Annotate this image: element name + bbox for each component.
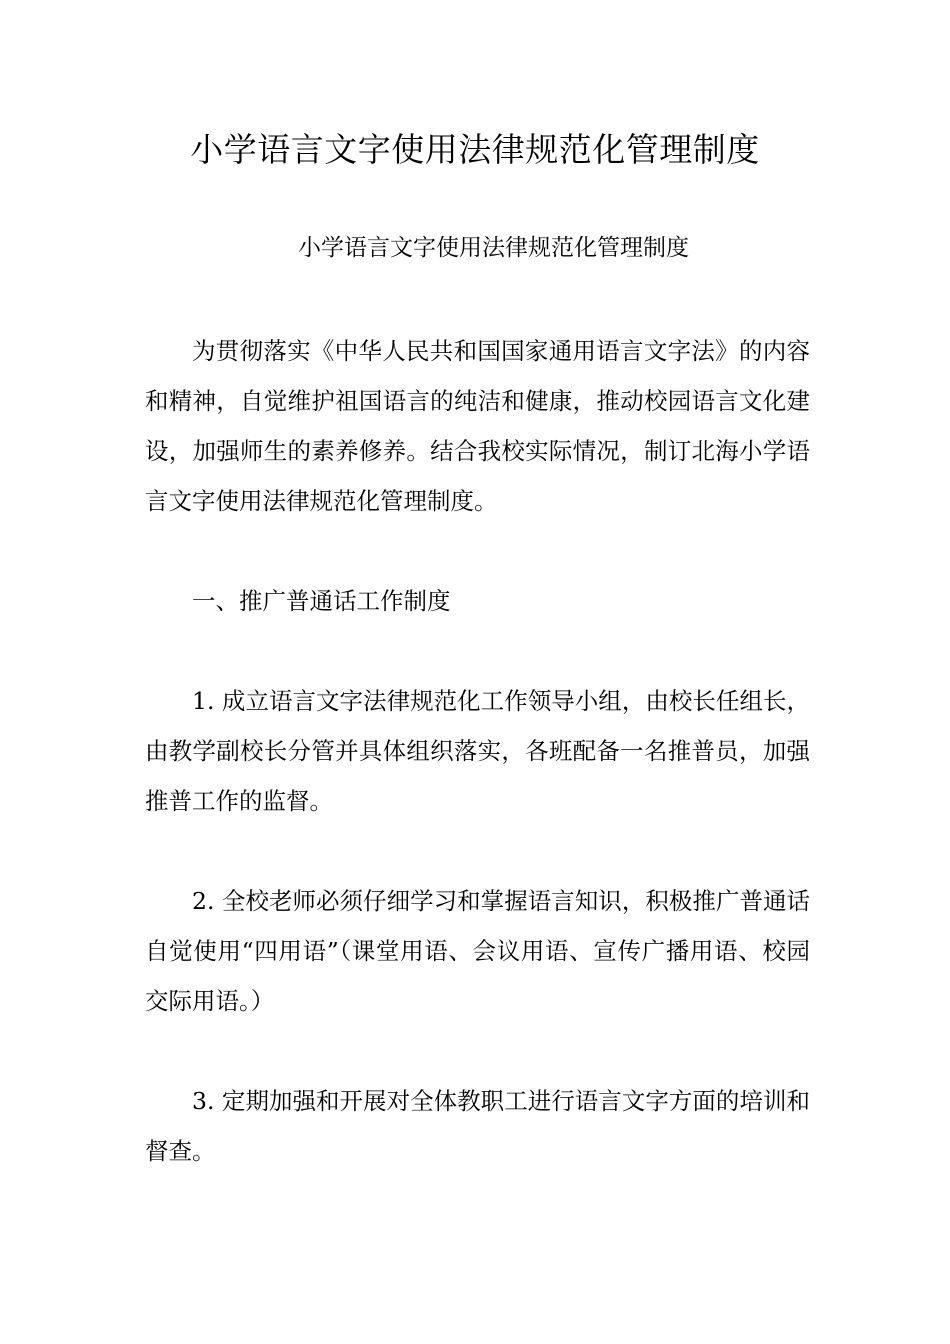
document-subtitle: 小学语言文字使用法律规范化管理制度 <box>298 235 689 261</box>
document-title: 小学语言文字使用法律规范化管理制度 <box>190 130 760 169</box>
list-item-3: 3. 定期加强和开展对全体教职工进行语言文字方面的培训和督查。 <box>145 1087 810 1165</box>
intro-paragraph: 为贯彻落实《中华人民共和国国家通用语言文字法》的内容和精神，自觉维护祖国语言的纯洁和健康，推动校园语言文化建设，加强师生的素养修养。结合我校实际情况，制订北海小学语言文字使用法律规范化管理制度。 <box>145 337 810 515</box>
list-item-1: 1. 成立语言文字法律规范化工作领导小组，由校长任组长，由教学副校长分管并具体组织落实，各班配备一名推普员，加强推普工作的监督。 <box>145 687 810 815</box>
section-heading: 一、推广普通话工作制度 <box>192 587 451 615</box>
list-item-2: 2. 全校老师必须仔细学习和掌握语言知识，积极推广普通话自觉使用“四用语”（课堂用语、会议用语、宣传广播用语、校园交际用语。） <box>145 887 810 1015</box>
